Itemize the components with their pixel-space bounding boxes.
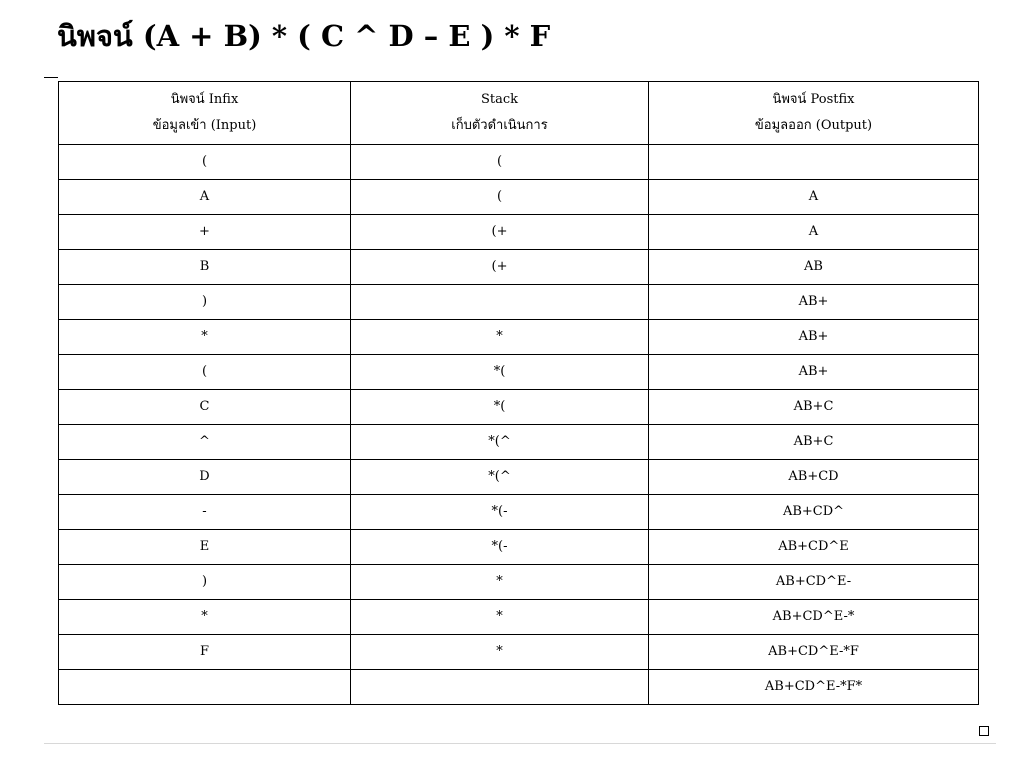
table-row	[59, 600, 979, 635]
cell-stack: (+	[351, 215, 649, 250]
cell-stack	[351, 285, 649, 320]
cell-stack: *	[351, 320, 649, 355]
cell-stack: (+	[351, 250, 649, 285]
cell-output: AB+CD^E-	[649, 565, 979, 600]
cell-output: AB+CD^E	[649, 530, 979, 565]
header-stack	[351, 82, 649, 145]
table-row	[59, 320, 979, 355]
header-stack-title: Stack	[480, 92, 519, 107]
header-infix-title: นิพจน์ Infix	[170, 92, 239, 107]
divider	[44, 77, 58, 78]
cell-output: A	[649, 180, 979, 215]
table-row	[59, 250, 979, 285]
cell-input: )	[59, 285, 351, 320]
cell-input: +	[59, 215, 351, 250]
header-postfix-subtitle: ข้อมูลออก (Output)	[754, 118, 873, 133]
header-postfix	[649, 82, 979, 145]
cell-stack: *	[351, 565, 649, 600]
cell-stack	[351, 670, 649, 705]
header-infix-subtitle: ข้อมูลเข้า (Input)	[152, 118, 257, 133]
cell-output: AB+CD^E-*	[649, 600, 979, 635]
header-postfix-title: นิพจน์ Postfix	[772, 92, 855, 107]
cell-stack: (	[351, 180, 649, 215]
table-row	[59, 530, 979, 565]
cell-output: AB+CD^E-*F	[649, 635, 979, 670]
cell-input: A	[59, 180, 351, 215]
table-row	[59, 460, 979, 495]
bottom-divider	[44, 743, 996, 744]
header-stack-subtitle: เก็บตัวดำเนินการ	[451, 118, 548, 133]
cell-stack: *	[351, 635, 649, 670]
cell-input	[59, 670, 351, 705]
cell-output: AB+CD^E-*F*	[649, 670, 979, 705]
cell-input: B	[59, 250, 351, 285]
cell-input: E	[59, 530, 351, 565]
cell-input: D	[59, 460, 351, 495]
cell-output	[649, 145, 979, 180]
table-header-row	[59, 82, 979, 145]
cell-stack: *	[351, 600, 649, 635]
cell-input: (	[59, 145, 351, 180]
cell-output: AB+	[649, 320, 979, 355]
cell-input: -	[59, 495, 351, 530]
cell-input: C	[59, 390, 351, 425]
table-row	[59, 180, 979, 215]
table-row	[59, 215, 979, 250]
page-title: นิพจน์ (A + B) * ( C ^ D – E ) * F	[57, 19, 551, 53]
table-row	[59, 670, 979, 705]
table-row	[59, 565, 979, 600]
cell-input: F	[59, 635, 351, 670]
cell-output: AB	[649, 250, 979, 285]
cell-stack: *(-	[351, 495, 649, 530]
cell-stack: *(	[351, 355, 649, 390]
cell-output: AB+C	[649, 425, 979, 460]
conversion-table	[58, 81, 979, 705]
cell-stack: *(^	[351, 460, 649, 495]
cell-input: *	[59, 320, 351, 355]
cell-input: )	[59, 565, 351, 600]
cell-output: AB+CD	[649, 460, 979, 495]
table-row	[59, 390, 979, 425]
table-row	[59, 285, 979, 320]
cell-output: AB+	[649, 285, 979, 320]
cell-stack: *(-	[351, 530, 649, 565]
cell-output: AB+	[649, 355, 979, 390]
cell-input: (	[59, 355, 351, 390]
cell-output: A	[649, 215, 979, 250]
cell-stack: (	[351, 145, 649, 180]
table-row	[59, 495, 979, 530]
table-row	[59, 425, 979, 460]
cell-output: AB+CD^	[649, 495, 979, 530]
resize-handle[interactable]	[979, 726, 989, 736]
table-row	[59, 145, 979, 180]
cell-output: AB+C	[649, 390, 979, 425]
cell-stack: *(	[351, 390, 649, 425]
cell-input: *	[59, 600, 351, 635]
header-infix	[59, 82, 351, 145]
table-row	[59, 635, 979, 670]
table-row	[59, 355, 979, 390]
cell-stack: *(^	[351, 425, 649, 460]
cell-input: ^	[59, 425, 351, 460]
